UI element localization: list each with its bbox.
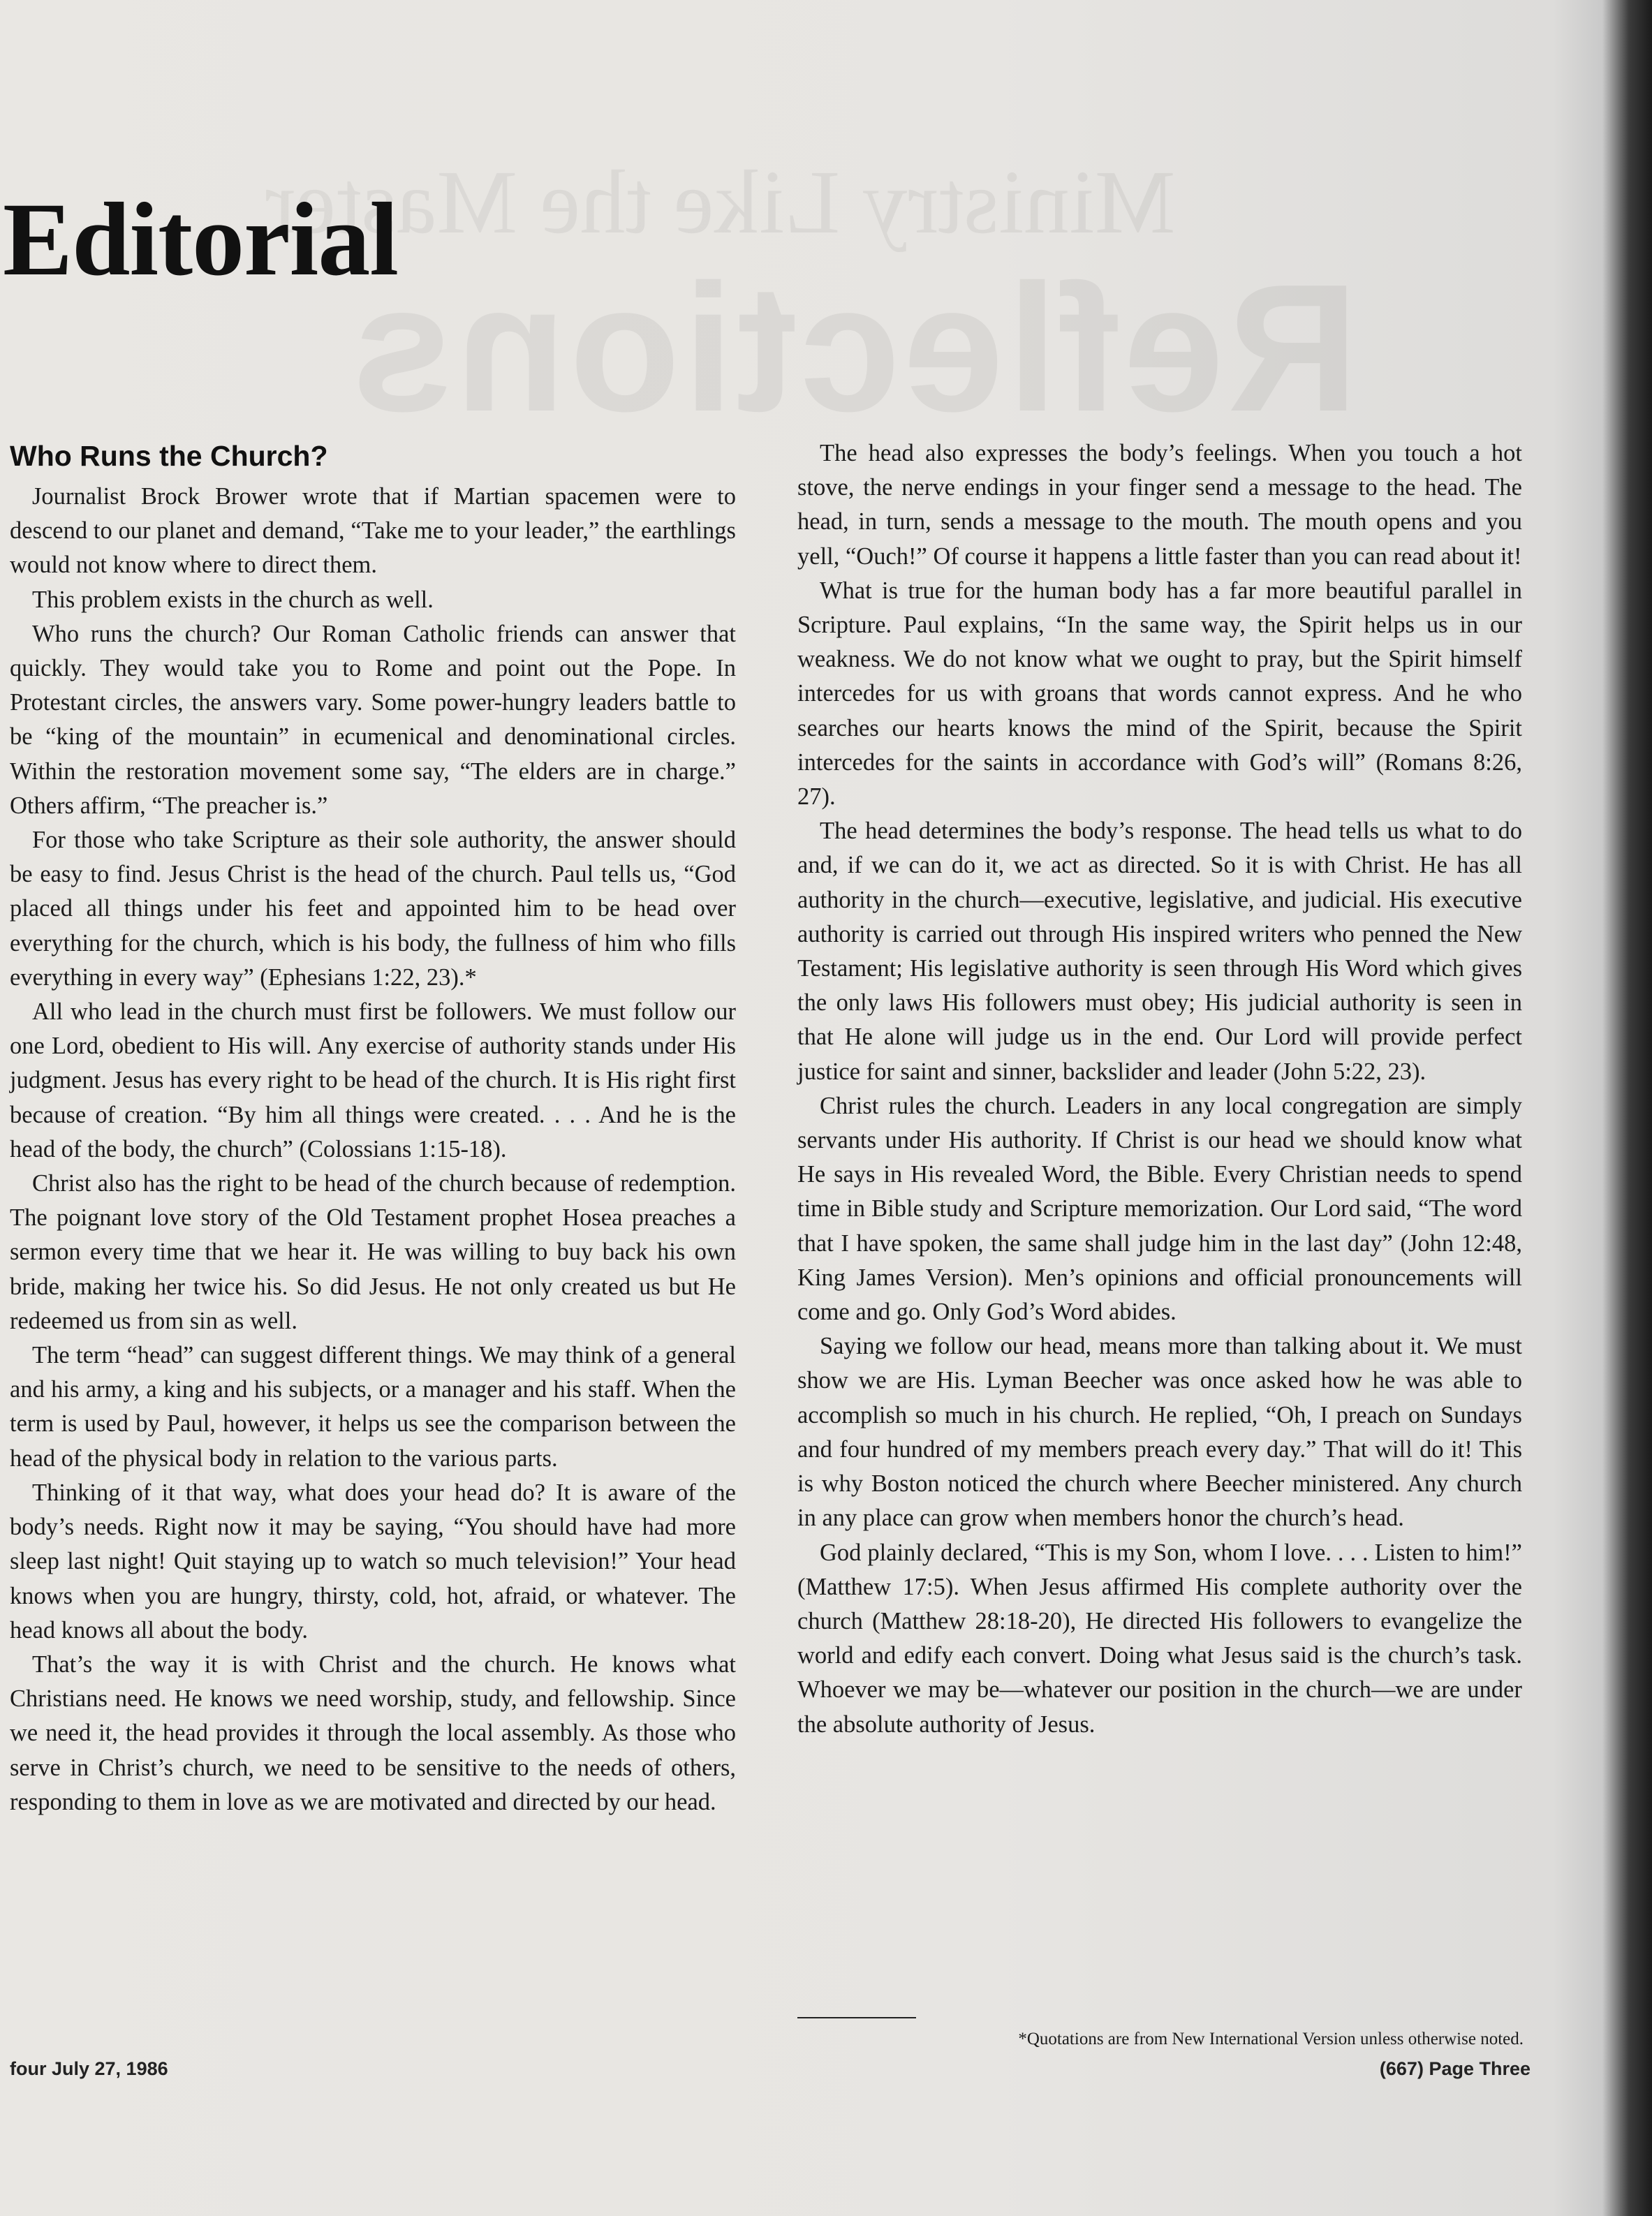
bleed-through-tagline: Ministry Like the Master [265, 152, 1176, 253]
paragraph: God plainly declared, “This is my Son, whom I love. . . . Listen to him!” (Matthew 17:5). When Jesus affirmed His complete authority over the church (Matthew 28:18-20), He directed His followers to evangelize the world and edify each convert. Doing what Jesus said is the church’s task. Whoever we may be—whatever our position in the church—we are under the absolute authority of Jesus. [797, 1539, 1522, 1738]
paragraph: For those who take Scripture as their sole authority, the answer should be easy to find. Jesus Christ is the head of the church. Paul tells us, “God placed all things under his feet and appointed him to be head over everything for the church, which is his body, the fullness of him who fills everything in every way” (Ephesians 1:22, 23).* [10, 827, 736, 991]
paragraph: What is true for the human body has a far more beautiful parallel in Scripture. Paul explains, “In the same way, the Spirit helps us in our weakness. We do not know what we ought to pray, but the Spirit himself intercedes for us with groans that words cannot express. And he who searches our hearts knows the mind of the Spirit, because the Spirit intercedes for the saints in accordance with God’s will” (Romans 8:26, 27). [797, 577, 1522, 811]
paragraph: Saying we follow our head, means more than talking about it. We must show we are His. Lyman Beecher was once asked how he was able to accomplish so much in his church. He replied, “Oh, I preach on Sundays and four hundred of my members preach every day.” That will do it! This is why Boston noticed the church where Beecher ministered. Any church in any place can grow when members honor the church’s head. [797, 1333, 1522, 1532]
footnote-rule [797, 2017, 916, 2018]
paragraph: The term “head” can suggest different things. We may think of a general and his army, a king and his subjects, or a manager and his staff. When the term is used by Paul, however, it helps us see the comparison between the head of the physical body in relation to the various parts. [10, 1342, 736, 1472]
paragraph: Christ rules the church. Leaders in any local congregation are simply servants under His authority. If Christ is our head we should know what He says in His revealed Word, the Bible. Every Christian needs to spend time in Bible study and Scripture memorization. Our Lord said, “The word that I have spoken, the same shall judge him in the last day” (John 12:48, King James Version). Men’s opinions and official pronouncements will come and go. Only God’s Word abides. [797, 1092, 1522, 1326]
paragraph: The head determines the body’s response. The head tells us what to do and, if we can do it, we act as directed. So it is with Christ. He has all authority in the church—executive, legislative, and judicial. His executive authority is carried out through His inspired writers who penned the New Testament; His legislative authority is seen through His Word which gives the only laws His followers must obey; His judicial authority is seen in that He alone will judge us in the end. Our Lord will provide perfect justice for saint and sinner, backslider and leader (John 5:22, 23). [797, 818, 1522, 1085]
paragraph: This problem exists in the church as well. [32, 586, 434, 613]
paragraph: That’s the way it is with Christ and the church. He knows what Christians need. He knows we need worship, study, and fellowship. Since we need it, the head provides it through the local assembly. As those who serve in Christ’s church, we need to be sensitive to the needs of others, responding to them in love as we are motivated and directed by our head. [10, 1650, 736, 1815]
left-column [10, 436, 736, 1819]
page-title: Editorial [3, 182, 399, 297]
paragraph: The head also expresses the body’s feelings. When you touch a hot stove, the nerve endings in your finger send a message to the head. The head, in turn, sends a message to the mouth. The mouth opens and you yell, “Ouch!” Of course it happens a little faster than you can read about it! [797, 440, 1522, 570]
paragraph: Christ also has the right to be head of the church because of redemption. The poignant love story of the Old Testament prophet Hosea preaches a sermon every time that we hear it. He was willing to buy back his own bride, making her twice his. So did Jesus. He not only created us but He redeemed us from sin as well. [10, 1170, 736, 1334]
paragraph: Thinking of it that way, what does your head do? It is aware of the body’s needs. Right now it may be saying, “You should have had more sleep last night! Quit staying up to watch so much television!” Your head knows when you are hungry, thirsty, cold, hot, afraid, or whatever. The head knows all about the body. [10, 1479, 736, 1643]
paragraph: All who lead in the church must first be followers. We must follow our one Lord, obedient to His will. Any exercise of authority stands under His judgment. Jesus has every right to be head of the church. It is His right first because of creation. “By him all things were created. . . . And he is the head of the body, the church” (Colossians 1:15-18). [10, 998, 736, 1162]
paragraph: Journalist Brock Brower wrote that if Martian spacemen were to descend to our planet and demand, “Take me to your leader,” the earthlings would not know where to direct them. [10, 483, 736, 579]
footnote: *Quotations are from New International Version unless otherwise noted. [1018, 2030, 1524, 2048]
paragraph: Who runs the church? Our Roman Catholic friends can answer that quickly. They would take you to Rome and point out the Pope. In Protestant circles, the answers vary. Some power-hungry leaders battle to be “king of the mountain” in ecumenical and denominational circles. Within the restoration movement some say, “The elders are in charge.” Others affirm, “The preacher is.” [10, 620, 736, 819]
article-heading: Who Runs the Church? [10, 440, 328, 472]
right-column [797, 436, 1522, 1742]
footer-date: four July 27, 1986 [10, 2058, 168, 2079]
bleed-through-headline: Reflections [349, 247, 1359, 450]
footer-page-number: (667) Page Three [1379, 2058, 1531, 2079]
